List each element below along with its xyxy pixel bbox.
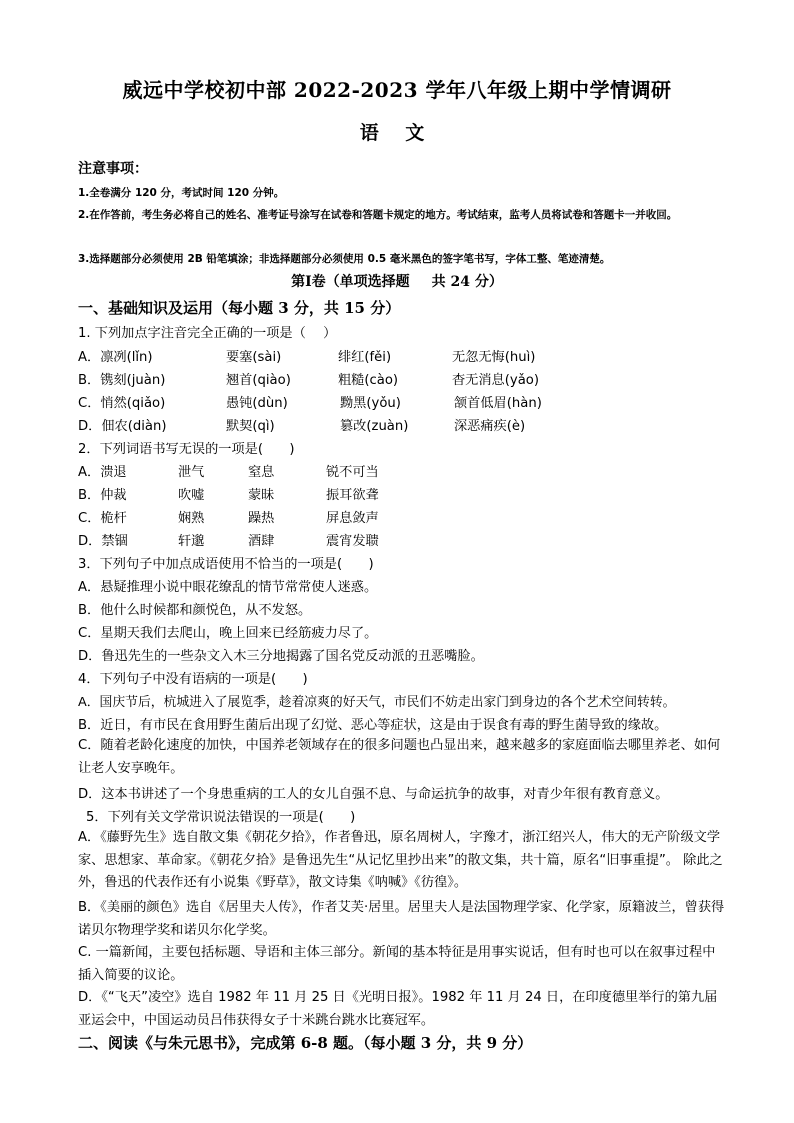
question-3-option-d: D．鲁迅先生的一些杂文入木三分地揭露了国名党反动派的丑恶嘴脸。: [78, 649, 484, 664]
question-2-stem: 2．下列词语书写无误的一项是( ): [78, 442, 295, 457]
option-term: 愚钝(dùn): [226, 396, 288, 411]
option-term: 无忽无悔(huì): [452, 350, 536, 365]
question-5-option-a: A．《藤野先生》选自散文集《朝花夕拾》，作者鲁迅，原名周树人，字豫才，浙江绍兴人，伟大的无产阶级文学家、思想家、革命家。《朝花夕拾》是鲁迅先生“从记忆里抄出来”的散文集，共十篇，原名“旧事重提”。 除此之外，鲁迅的代表作还有小说集《野草》，散文诗集《呐喊》《彷徨》。: [78, 830, 723, 890]
question-5-option-b: B．《美丽的颜色》选自《居里夫人传》，作者艾芙·居里。居里夫人是法国物理学家、化学家，原籍波兰，曾获得诺贝尔物理学奖和诺贝尔化学奖。: [78, 900, 725, 938]
option-term: 蒙昧: [248, 488, 275, 503]
option-term: 黝黑(yǒu): [340, 396, 401, 411]
option-term: 要塞(sài): [226, 350, 282, 365]
question-4-option-d: D．这本书讲述了一个身患重病的工人的女儿自强不息、与命运抗争的故事，对青少年很有教育意义。: [78, 787, 669, 802]
question-4-option-b: B．近日，有市民在食用野生菌后出现了幻觉、恶心等症状，这是由于误食有毒的野生菌导致的缘故。: [78, 718, 668, 733]
part-1-title: [0, 271, 794, 291]
option-term: 窒息: [248, 465, 275, 480]
question-3-stem: 3．下列句子中加点成语使用不恰当的一项是( ): [78, 557, 374, 572]
question-3-option-c: C．星期天我们去爬山，晚上回来已经筋疲力尽了。: [78, 626, 378, 641]
option-term: C．悄然(qiǎo): [78, 396, 166, 411]
option-term: 震宵发聩: [326, 534, 379, 549]
option-term: 振耳欲聋: [326, 488, 379, 503]
option-term: A．凛冽(lǐn): [78, 350, 153, 365]
part-1-name: 第Ⅰ卷（单项选择题: [291, 274, 410, 290]
question-4-option-c: C．随着老龄化速度的加快，中国养老领域存在的很多问题也凸显出来，越来越多的家庭面临去哪里养老、如何让老人安享晚年。: [78, 738, 721, 776]
option-term: 锐不可当: [326, 465, 379, 480]
notice-item-1: 1.全卷满分 120 分，考试时间 120 分钟。: [78, 187, 285, 199]
option-term: D．禁锢: [78, 534, 128, 549]
question-4-option-a: A．国庆节后，杭城进入了展览季，趁着凉爽的好天气，市民们不妨走出家门到身边的各个艺术空间转转。: [78, 695, 676, 710]
option-term: A．溃退: [78, 465, 127, 480]
option-term: 躁热: [248, 511, 275, 526]
option-term: 篡改(zuàn): [340, 419, 409, 434]
question-3-option-a: A．悬疑推理小说中眼花缭乱的情节常常使人迷惑。: [78, 580, 378, 595]
option-term: 泄气: [178, 465, 205, 480]
option-term: B．仲裁: [78, 488, 127, 503]
option-term: 绯红(fěi): [338, 350, 392, 365]
option-term: 翘首(qiào): [226, 373, 291, 388]
part-1-score: 共 24 分）: [431, 274, 503, 290]
question-1-stem: 1. 下列加点字注音完全正确的一项是（ ）: [78, 326, 337, 341]
section-2-title: 二、阅读《与朱元思书》，完成第 6-8 题。（每小题 3 分，共 9 分）: [78, 1034, 533, 1052]
option-term: C．桅杆: [78, 511, 127, 526]
question-5-option-d: D．《“飞天”凌空》选自 1982 年 11 月 25 日《光明日报》。1982 年 11 月 24 日，在印度德里举行的第九届亚运会中，中国运动员吕伟获得女子十米跳台跳水比赛冠军。: [78, 990, 718, 1028]
option-term: 娴熟: [178, 511, 205, 526]
option-term: B．镌刻(juàn): [78, 373, 166, 388]
option-term: 默契(qì): [226, 419, 275, 434]
question-3-option-b: B．他什么时候都和颜悦色，从不发怒。: [78, 603, 312, 618]
question-4-stem: 4．下列句子中没有语病的一项是( ): [78, 672, 308, 687]
section-1-title: 一、基础知识及运用（每小题 3 分，共 15 分）: [78, 299, 401, 317]
notice-item-3: 3.选择题部分必须使用 2B 铅笔填涂；非选择题部分必须使用 0.5 毫米黑色的签字笔书写，字体工整、笔迹清楚。: [78, 253, 611, 265]
question-5-option-c: C. 一篇新闻，主要包括标题、导语和主体三部分。新闻的基本特征是用事实说话，但有时也可以在叙事过程中插入简要的议论。: [78, 945, 716, 983]
option-term: 轩邈: [178, 534, 205, 549]
notice-heading: 注意事项：: [78, 161, 148, 177]
option-term: 颔首低眉(hàn): [454, 396, 542, 411]
question-5-stem: 5．下列有关文学常识说法错误的一项是( ): [86, 810, 356, 825]
subject-title: 语 文: [359, 122, 435, 144]
option-term: 深恶痛疾(è): [454, 419, 526, 434]
option-term: 杳无消息(yǎo): [452, 373, 539, 388]
option-term: 粗糙(cào): [338, 373, 399, 388]
notice-item-2: 2.在作答前，考生务必将自己的姓名、准考证号涂写在试卷和答题卡规定的地方。考试结束，监考人员将试卷和答题卡一并收回。: [78, 209, 678, 221]
option-term: 屏息敛声: [326, 511, 379, 526]
option-term: D．佃农(diàn): [78, 419, 167, 434]
option-term: 酒肆: [248, 534, 275, 549]
option-term: 吹嘘: [178, 488, 205, 503]
exam-title: 威远中学校初中部 2022-2023 学年八年级上期中学情调研: [122, 78, 672, 102]
